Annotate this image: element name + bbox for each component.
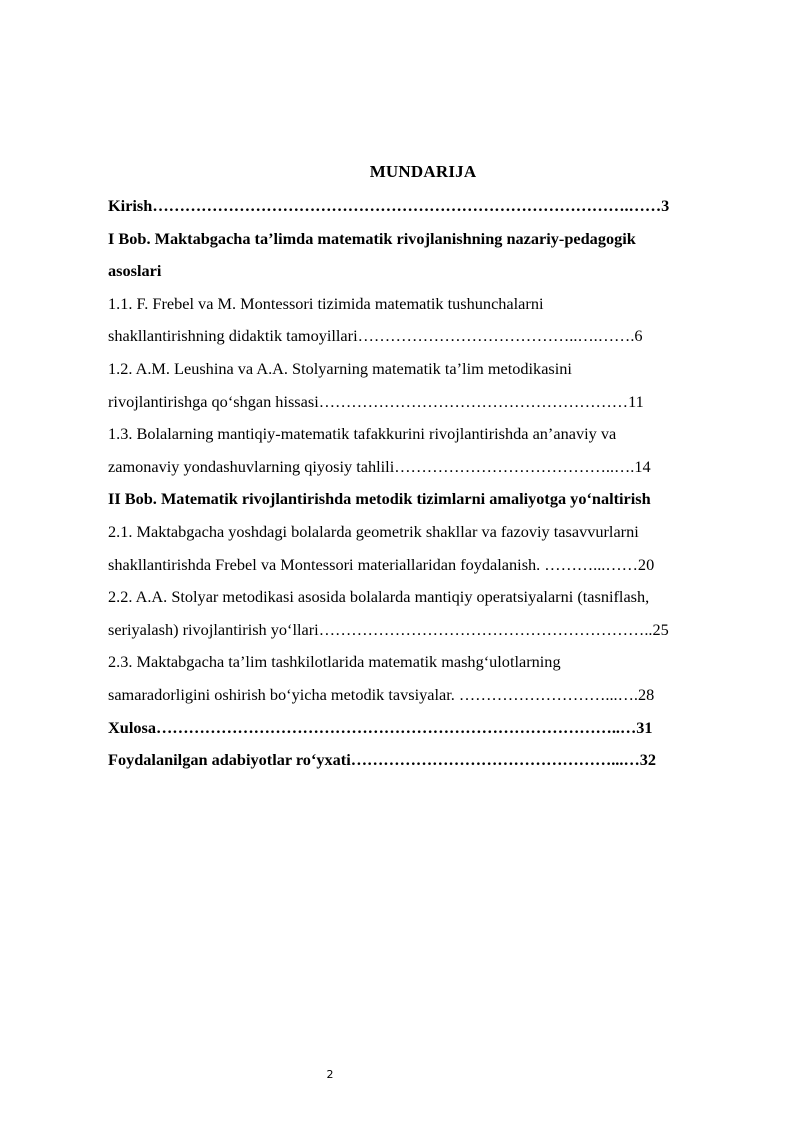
toc-line: zamonaviy yondashuvlarning qiyosiy tahlili…………………………………..….14 bbox=[108, 456, 651, 476]
toc-line: seriyalash) rivojlantirish yo‘llari……………………………………………………..25 bbox=[108, 619, 669, 639]
toc-line: asoslari bbox=[108, 261, 162, 281]
toc-line: Foydalanilgan adabiyotlar ro‘yxati…………………………………………...…32 bbox=[108, 750, 657, 770]
page-title: MUNDARIJA bbox=[369, 162, 477, 181]
toc-line: 1.2. A.M. Leushina va A.A. Stolyarning matematik ta’lim metodikasini bbox=[108, 358, 572, 378]
toc-line: I Bob. Maktabgacha ta’limda matematik rivojlanishning nazariy-pedagogik bbox=[108, 228, 636, 248]
toc-line: 1.3. Bolalarning mantiqiy-matematik tafakkurini rivojlantirishda an’anaviy va bbox=[108, 424, 617, 444]
page-number: 2 bbox=[326, 1068, 334, 1081]
toc-line: 2.2. A.A. Stolyar metodikasi asosida bolalarda mantiqiy operatsiyalarni (tasniflash, bbox=[108, 587, 650, 607]
toc-line: shakllantirishning didaktik tamoyillari…………………………………..….…….6 bbox=[108, 326, 643, 346]
toc-line: II Bob. Matematik rivojlantirishda metodik tizimlarni amaliyotga yo‘naltirish bbox=[108, 489, 651, 509]
toc-line: 2.1. Maktabgacha yoshdagi bolalarda geometrik shakllar va fazoviy tasavvurlarni bbox=[108, 521, 639, 541]
table-of-contents bbox=[108, 190, 740, 777]
toc-line: rivojlantirishga qo‘shgan hissasi…………………………………………………11 bbox=[108, 391, 644, 411]
toc-line: Kirish…………………………………………………………………………….……3 bbox=[108, 196, 670, 215]
toc-line: 1.1. F. Frebel va M. Montessori tizimida matematik tushunchalarni bbox=[108, 293, 544, 313]
toc-line: shakllantirishda Frebel va Montessori materiallaridan foydalanish. ………...……20 bbox=[108, 554, 655, 574]
toc-line: samaradorligini oshirish bo‘yicha metodik tavsiyalar. ………………………...….28 bbox=[108, 684, 655, 704]
toc-line: 2.3. Maktabgacha ta’lim tashkilotlarida matematik mashg‘ulotlarning bbox=[108, 652, 561, 672]
toc-line: Xulosa…………………………………………………………………………..…31 bbox=[108, 717, 653, 737]
